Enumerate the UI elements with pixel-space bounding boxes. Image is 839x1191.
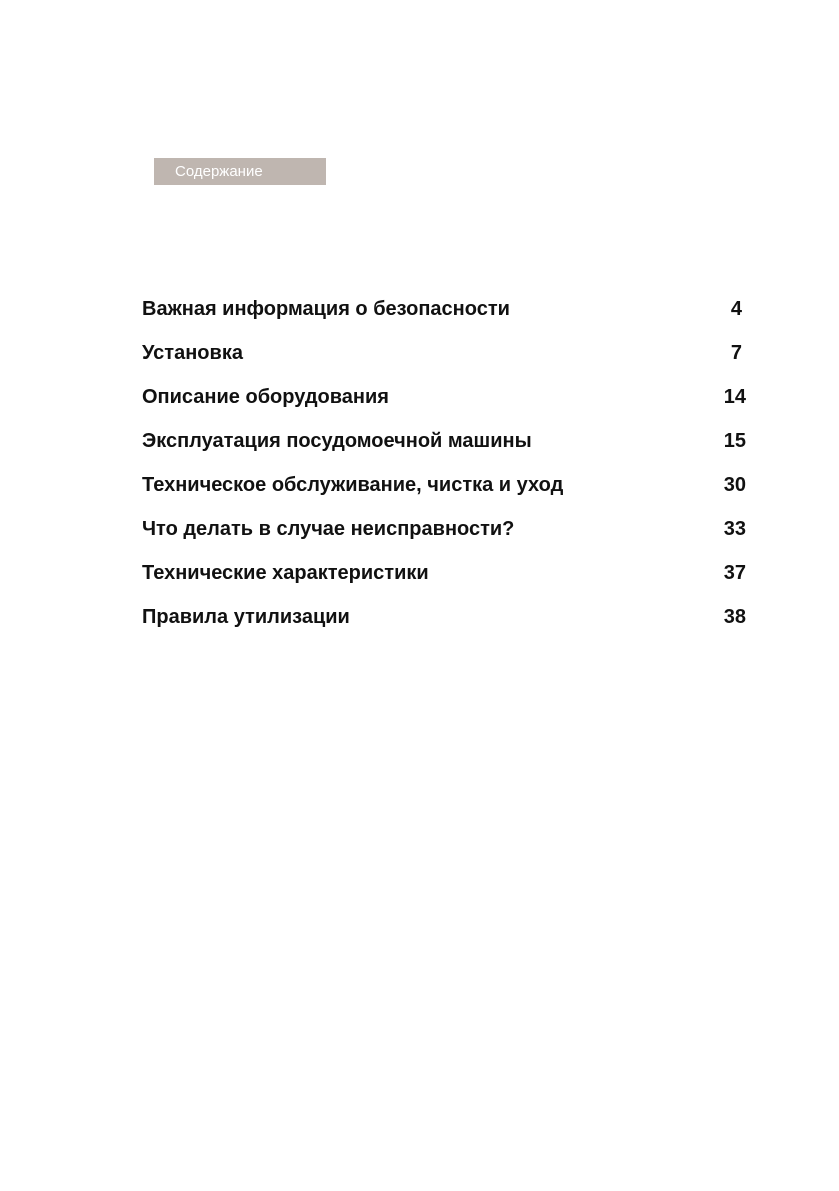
toc-entry-page: 4	[730, 298, 742, 320]
toc-entry-page: 15	[723, 430, 746, 452]
toc-entry-page: 14	[723, 386, 746, 408]
toc-entry-title: Техническое обслуживание, чистка и уход	[142, 474, 564, 496]
toc-entry	[142, 430, 746, 474]
toc-entry-page: 33	[723, 518, 746, 540]
section-header	[154, 158, 326, 185]
toc-entry-page: 37	[723, 562, 746, 584]
toc-entry	[142, 342, 746, 386]
toc-entry-title: Установка	[142, 342, 243, 364]
toc-entry-title: Технические характеристики	[142, 562, 429, 584]
toc-entry-page: 38	[723, 606, 746, 628]
section-title: Содержание	[175, 163, 263, 180]
toc-entry-title: Описание оборудования	[142, 386, 389, 408]
toc-entry	[142, 606, 746, 650]
toc-entry	[142, 386, 746, 430]
toc-entry-title: Правила утилизации	[142, 606, 350, 628]
toc-entry-page: 30	[723, 474, 746, 496]
toc-entry	[142, 518, 746, 562]
toc-entry-title: Важная информация о безопасности	[142, 298, 510, 320]
toc-entry-title: Эксплуатация посудомоечной машины	[142, 430, 532, 452]
table-of-contents	[142, 298, 746, 650]
toc-entry	[142, 562, 746, 606]
toc-entry	[142, 298, 746, 342]
toc-entry-page: 7	[730, 342, 742, 364]
toc-entry-title: Что делать в случае неисправности?	[142, 518, 515, 540]
toc-entry	[142, 474, 746, 518]
